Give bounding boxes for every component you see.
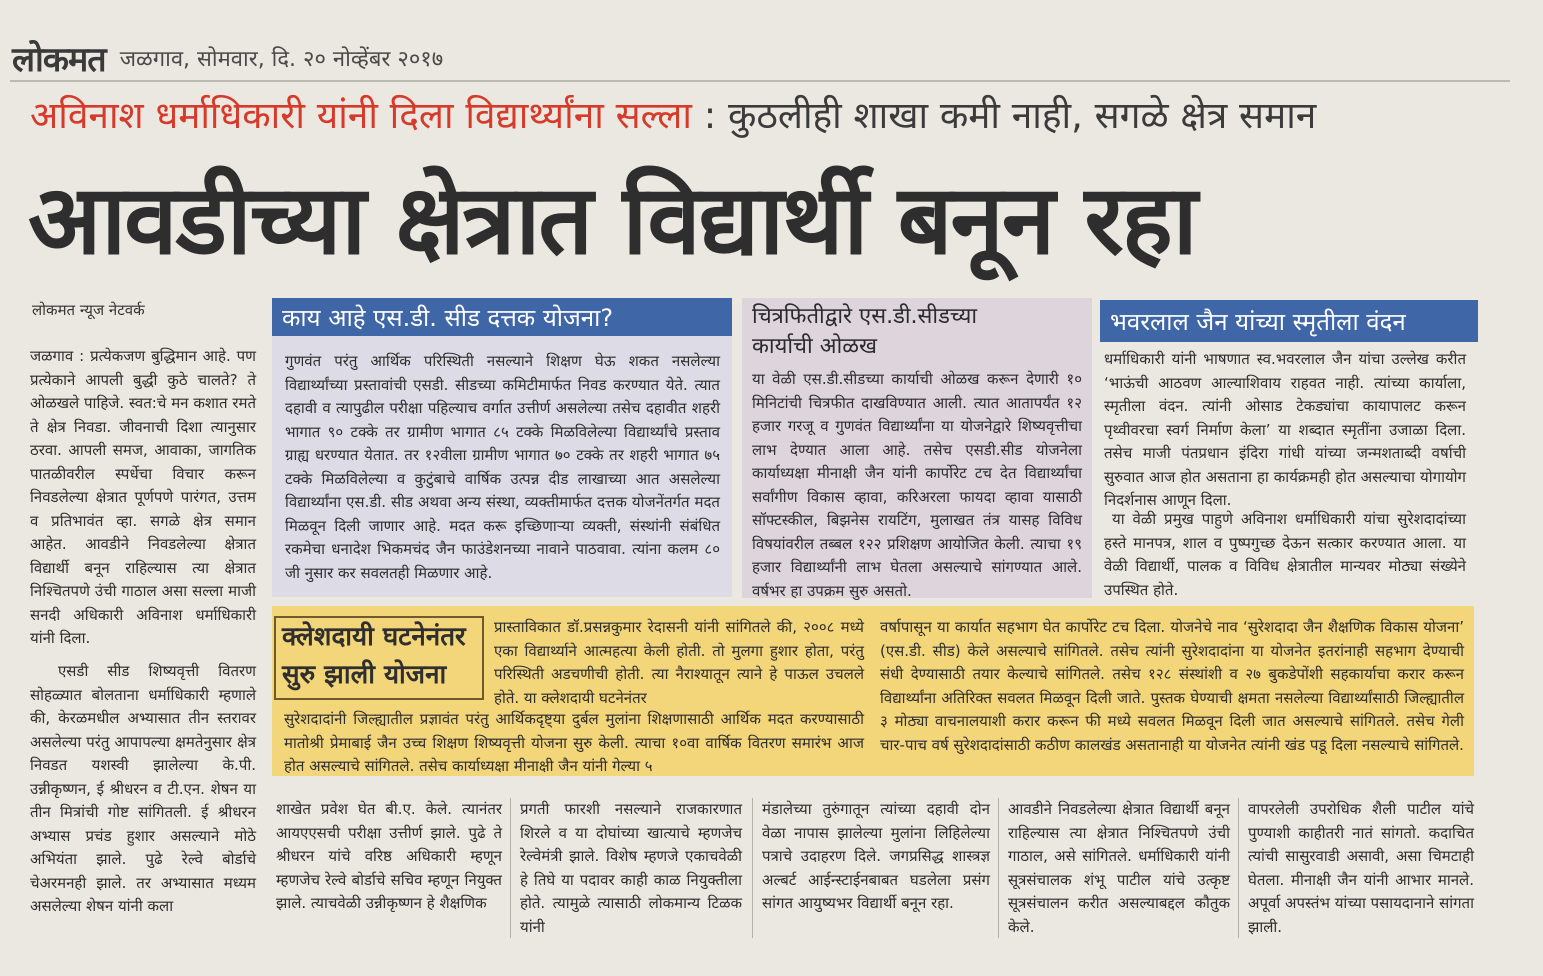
bottom-col-1: शाखेत प्रवेश घेत बी.ए. केले. त्यानंतर आयएएसची परीक्षा उत्तीर्ण झाले. पुढे ते श्रीधरन यांचे वरिष्ठ अधिकारी म्हणून म्हणजेच रेल्वे बोर्डाचे सचिव म्हणून नियुक्त झाले. त्याचवेळी उन्नीकृष्णन हे शैक्षणिक xyxy=(276,800,502,912)
purple-box-title: चित्रफितीद्वारे एस.डी.सीडच्या कार्याची ओळख xyxy=(752,304,978,359)
kicker-red: अविनाश धर्माधिकारी यांनी दिला विद्यार्थ्यांना सल्ला xyxy=(30,94,692,137)
kicker xyxy=(30,88,1316,139)
lokmat-logo: लोकमत xyxy=(12,40,106,80)
dateline: जळगाव, सोमवार, दि. २० नोव्हेंबर २०१७ xyxy=(119,47,444,72)
right-box-body: धर्माधिकारी यांनी भाषणात स्व.भवरलाल जैन यांचा उल्लेख करीत ‘भाऊंची आठवण आल्याशिवाय राहवत नाही. त्यांच्या कार्याला, स्मृतीला वंदन. त्यांनी ओसाड टेकड्यांचा कायापालट करून पृथ्वीवरचा स्वर्ग निर्माण केला’ या शब्दात स्मृतींना उजाळा दिला. तसेच माजी पंतप्रधान इंदिरा गांधी यांच्या जन्मशताब्दी वर्षाची सुरुवात आज होत असताना हा कार्यक्रमही होत असल्याचा योगायोग निदर्शनास आणून दिला. xyxy=(1104,350,1466,509)
blue-box-title: काय आहे एस.डी. सीड दत्तक योजना? xyxy=(272,298,732,336)
column-divider xyxy=(1238,798,1239,938)
purple-box-body: या वेळी एस.डी.सीडच्या कार्याची ओळख करून देणारी १० मिनिटांची चित्रफीत दाखविण्यात आली. त्यात आतापर्यंत १२ हजार गरजू व गुणवंत विद्यार्थ्यांना या योजनेद्वारे शिष्यवृत्तीचा लाभ देण्यात आला आहे. तसेच एसडी.सीड योजनेला कार्याध्यक्षा मीनाक्षी जैन यांनी कार्पोरेट टच देत विद्यार्थ्यांचा सर्वांगीण विकास व्हावा, करिअरला फायदा व्हावा यासाठी सॉफ्टस्कील, बिझनेस रायटिंग, मुलाखत तंत्र यासह विविध विषयांवरील तब्बल १२२ प्रशिक्षण आयोजित केली. त्याचा १९ हजार विद्यार्थ्यांनी लाभ घेतला असल्याचे सांगण्यात आले. वर्षभर हा उपक्रम सुरु असतो. xyxy=(752,370,1082,600)
yellow-title-line2: सुरु झाली योजना xyxy=(282,660,447,690)
bottom-col-5: वापरलेली उपरोधिक शैली पाटील यांचे पुण्याशी काहीतरी नातं सांगतो. कदाचित त्यांची सासुरवाडी असावी, असा चिमटाही घेतला. मीनाक्षी जैन यांनी आभार मानले. अपूर्वा अपस्तंभ यांच्या पसायदानाने सांगता झाली. xyxy=(1248,800,1474,936)
masthead xyxy=(12,38,443,78)
yellow-title-line1: क्लेशदायी घटनेनंतर xyxy=(282,622,466,652)
yellow-box-body-top: प्रास्ताविकात डॉ.प्रसन्नकुमार रेदासनी यांनी सांगितले की, २००८ मध्ये एका विद्यार्थ्याने आत्महत्या केली होती. तो मुलगा हुशार होता, परंतु परिस्थिती अडचणीची होती. त्या नैराश्यातून त्याने हे पाऊल उचलले होते. या क्लेशदायी घटनेनंतर xyxy=(494,618,864,707)
kicker-dark: : कुठलीही शाखा कमी नाही, सगळे क्षेत्र समान xyxy=(691,94,1317,137)
right-box-title: भवरलाल जैन यांच्या स्मृतीला वंदन xyxy=(1100,300,1478,342)
masthead-rule xyxy=(10,80,1510,82)
col1-text: जळगाव : प्रत्येकजण बुद्धिमान आहे. पण प्रत्येकाने आपली बुद्धी कुठे चालते? ते ओळखले पाहिजे. स्वत:चे मन कशात रमते ते क्षेत्र निवडा. जीवनाची दिशा त्यानुसार ठरवा. आपली समज, आवाका, जागतिक पातळीवरील स्पर्धेचा विचार करून निवडलेल्या क्षेत्रात पूर्णपणे पारंगत, उत्तम व प्रतिभावंत व्हा. सगळे क्षेत्र समान आहेत. आवडीने निवडलेल्या क्षेत्रात विद्यार्थी बनून राहिल्यास त्या क्षेत्रात निश्चितपणे उंची गाठाल असा सल्ला माजी सनदी अधिकारी अविनाश धर्माधिकारी यांनी दिला. xyxy=(30,347,256,647)
column-divider xyxy=(510,798,511,938)
bottom-col-2: प्रगती फारशी नसल्याने राजकारणात शिरले व या दोघांच्या खात्याचे म्हणजेच रेल्वेमंत्री झाले. विशेष म्हणजे एकाचवेळी हे तिघे या पदावर काही काळ नियुक्तीला होते. त्यामुळे त्यासाठी लोकमान्य टिळक यांनी xyxy=(520,800,742,936)
main-headline: आवडीच्या क्षेत्रात विद्यार्थी बनून रहा xyxy=(28,164,1196,276)
column-divider xyxy=(752,798,753,938)
yellow-box-body-bottom: सुरेशदादांनी जिल्ह्यातील प्रज्ञावंत परंतु आर्थिकदृष्ट्या दुर्बल मुलांना शिक्षणासाठी आर्थिक मदत करण्यासाठी मातोश्री प्रेमाबाई जैन उच्च शिक्षण शिष्यवृत्ती योजना सुरु केली. त्याचा १०वा वार्षिक वितरण समारंभ आज होत असल्याचे सांगितले. तसेच कार्याध्यक्षा मीनाक्षी जैन यांनी गेल्या ५ xyxy=(284,710,864,775)
blue-box-body: गुणवंत परंतु आर्थिक परिस्थिती नसल्याने शिक्षण घेऊ शकत नसलेल्या विद्यार्थ्यांच्या प्रस्तावांची एसडी. सीडच्या कमिटीमार्फत निवड करण्यात येते. त्यात दहावी व त्यापुढील परीक्षा पहिल्याच वर्गात उत्तीर्ण असलेल्या तसेच दहावीत शहरी भागात ९० टक्के तर ग्रामीण भागात ८५ टक्के मिळविलेल्या विद्यार्थ्यांचे प्रस्ताव ग्राह्य धरण्यात येतात. तर १२वीला ग्रामीण भागात ७० टक्के तर शहरी भागात ७५ टक्के मिळविलेल्या व कुटुंबाचे वार्षिक उत्पन्न दीड लाखाच्या आत असलेल्या विद्यार्थ्यांना एस.डी. सीड अथवा अन्य संस्था, व्यक्तीमार्फत दत्तक योजनेंतर्गत मदत मिळवून दिली जाणार आहे. मदत करू इच्छिणाऱ्या व्यक्ती, संस्थांनी संबंधित रकमेचा धनादेश भिकमचंद जैन फाउंडेशनच्या नावाने पाठवावा. त्यांना कलम ८० जी नुसार कर सवलतही मिळणार आहे. xyxy=(285,352,720,582)
bleed-through-text-right xyxy=(1232,130,1527,310)
right-box-body2: या वेळी प्रमुख पाहुणे अविनाश धर्माधिकारी यांचा सुरेशदादांच्या हस्ते मानपत्र, शाल व पुष्पगुच्छ देऊन सत्कार करण्यात आला. या वेळी विद्यार्थी, पालक व विविध क्षेत्रातील मान्यवर मोठ्या संख्येने उपस्थित होते. xyxy=(1104,510,1466,599)
byline: लोकमत न्यूज नेटवर्क xyxy=(32,301,145,319)
bottom-col-4: आवडीने निवडलेल्या क्षेत्रात विद्यार्थी बनून राहिल्यास त्या क्षेत्रात निश्चितपणे उंची गाठाल, असे सांगितले. धर्माधिकारी यांनी सूत्रसंचालक शंभू पाटील यांचे उत्कृष्ट सूत्रसंचालन करीत असल्याबद्दल कौतुक केले. xyxy=(1008,800,1230,936)
column-divider xyxy=(998,798,999,938)
yellow-box-title xyxy=(278,616,478,698)
yellow-box-body-right: वर्षापासून या कार्यात सहभाग घेत कार्पोरेट टच दिला. योजनेचे नाव ‘सुरेशदादा जैन शैक्षणिक विकास योजना’ (एस.डी. सीड) केले असल्याचे सांगितले. तसेच त्यांनी सुरेशदादांना या योजनेत इतरांनाही सहभाग देण्याची संधी देण्यासाठी तयार केल्याचे सांगितले. तसेच १२८ संस्थांशी व २७ बुकडेपोंशी सहकार्याचा करार करून विद्यार्थ्यांना अतिरिक्त सवलत मिळवून दिली जाते. पुस्तक घेण्याची क्षमता नसलेल्या विद्यार्थ्यांसाठी जिल्ह्यातील ३ मोठ्या वाचनालयाशी करार करून फी मध्ये सवलत मिळवून दिली जात असल्याचे सांगितले. तसेच गेली चार-पाच वर्ष सुरेशदादांसाठी कठीण कालखंड असतानाही या योजनेत त्यांनी खंड पडू दिला नसल्याचे सांगितले. xyxy=(880,618,1464,754)
bottom-col-3: मंडालेच्या तुरुंगातून त्यांच्या दहावी दोन वेळा नापास झालेल्या मुलांना लिहिलेल्या पत्राचे उदाहरण दिले. जगप्रसिद्ध शास्त्रज्ञ अल्बर्ट आईन्स्टाईनबाबत घडलेला प्रसंग सांगत आयुष्यभर विद्यार्थी बनून रहा. xyxy=(762,800,990,912)
col1b-text: एसडी सीड शिष्यवृत्ती वितरण सोहळ्यात बोलताना धर्माधिकारी म्हणाले की, केरळमधील अभ्यासात तीन स्तरावर असलेल्या परंतु आपापल्या क्षमतेनुसार क्षेत्र निवडत यशस्वी झालेल्या के.पी. उन्नीकृष्णन, ई श्रीधरन व टी.एन. शेषन या तीन मित्रांची गोष्ट सांगितली. ई श्रीधरन अभ्यास प्रचंड हुशार असल्याने मोठे अभियंता झाले. पुढे रेल्वे बोर्डाचे चेअरमनही झाले. तर अभ्यासात मध्यम असलेल्या शेषन यांनी कला xyxy=(30,662,256,915)
